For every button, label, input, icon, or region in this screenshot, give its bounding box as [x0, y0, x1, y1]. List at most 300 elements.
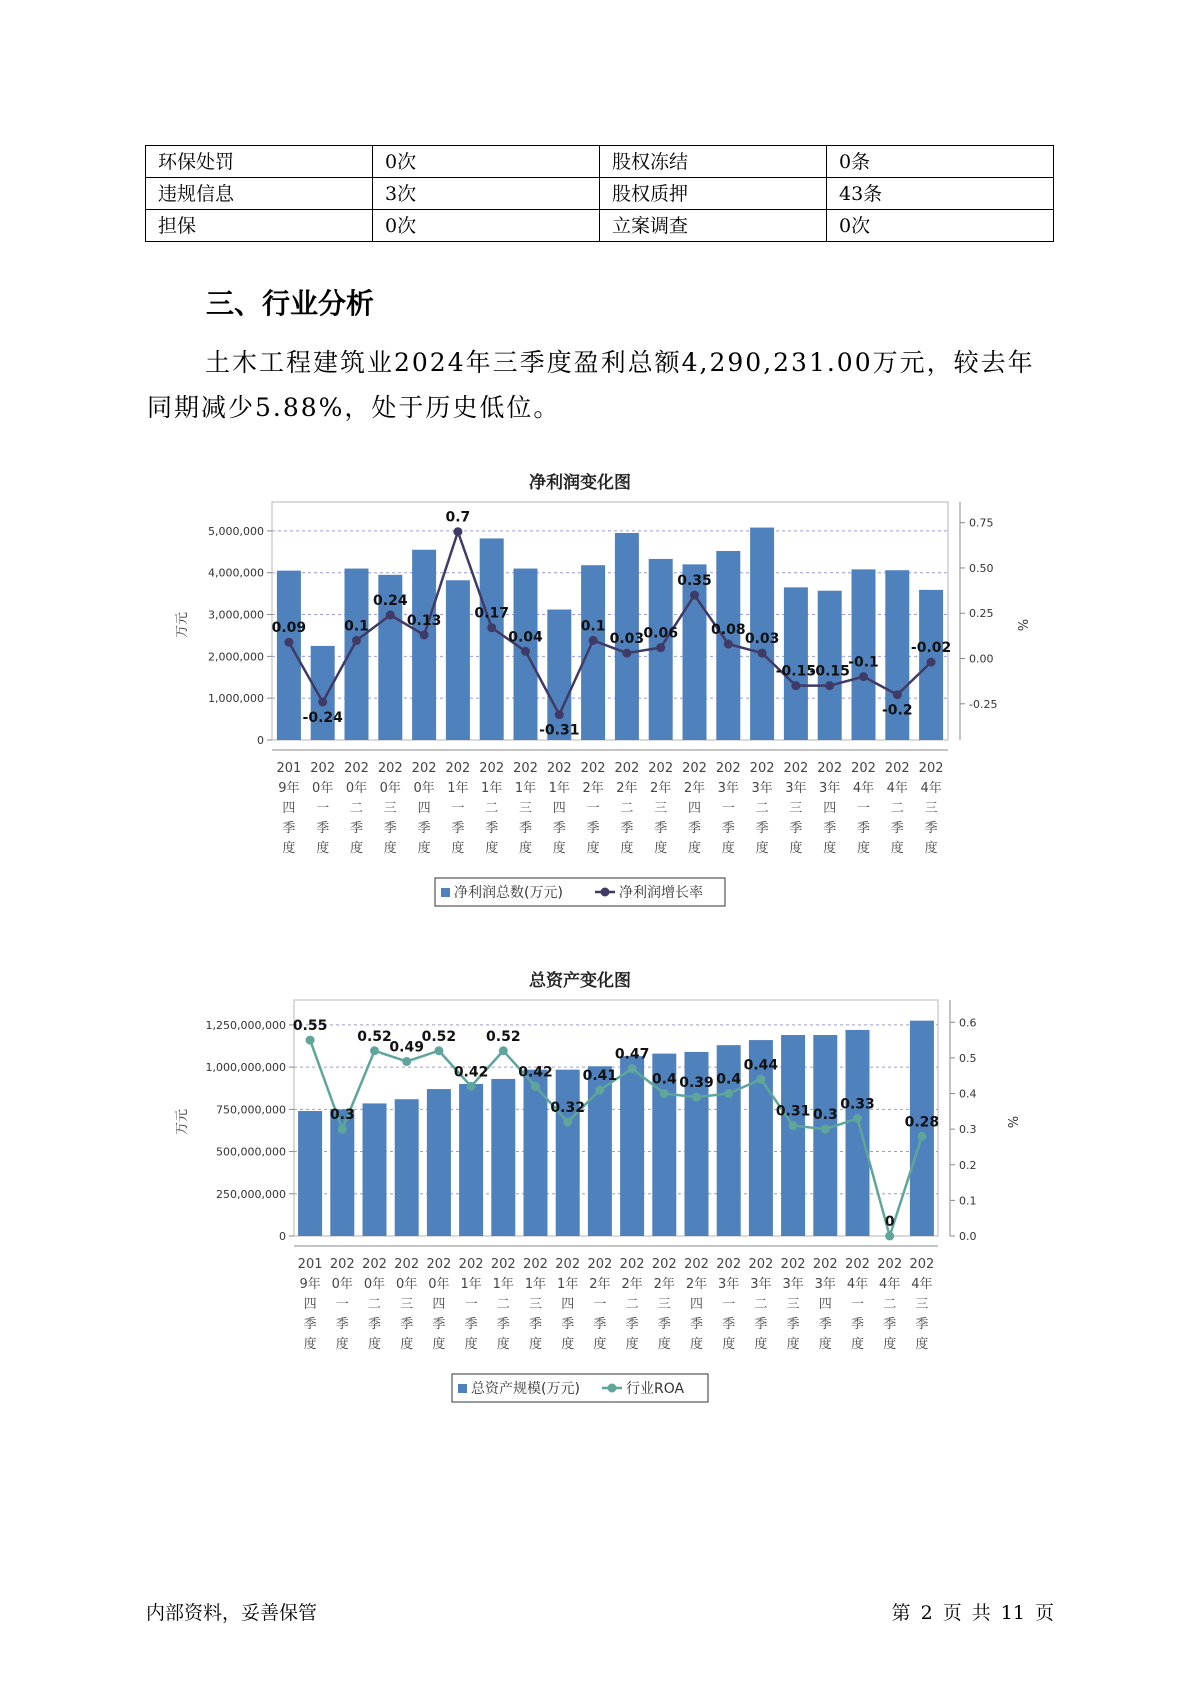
- x-tick-label: 季: [349, 821, 364, 836]
- bar: [446, 580, 470, 740]
- x-tick-label: 三: [518, 801, 533, 816]
- x-tick-label: 2年: [621, 1277, 643, 1292]
- x-tick-label: 度: [850, 1337, 865, 1352]
- x-tick-label: 度: [924, 841, 938, 856]
- x-tick-label: 季: [883, 1317, 897, 1332]
- analysis-paragraph: 土木工程建筑业2024年三季度盈利总额4,290,231.00万元，较去年同期减少5.88%，处于历史低位。: [147, 348, 1035, 422]
- data-label: 0.4: [651, 1071, 677, 1088]
- data-label: 0.39: [679, 1075, 714, 1092]
- data-label: 0.08: [711, 622, 746, 639]
- x-tick-label: 三: [915, 1297, 929, 1312]
- line-point: [885, 1232, 894, 1241]
- x-tick-label: 四: [417, 801, 431, 816]
- data-label: 0.32: [550, 1100, 585, 1116]
- x-tick-label: 202: [479, 761, 505, 776]
- net-profit-chart: [170, 460, 1029, 910]
- x-tick-label: 四: [282, 801, 296, 816]
- x-tick-label: 3年: [782, 1277, 804, 1292]
- x-tick-label: 2年: [685, 1277, 708, 1292]
- x-tick-label: 季: [722, 1317, 736, 1332]
- x-tick-label: 度: [561, 1337, 575, 1352]
- x-tick-label: 度: [335, 1337, 349, 1352]
- x-tick-label: 季: [552, 821, 566, 836]
- x-tick-label: 202: [523, 1257, 548, 1272]
- x-tick-label: 季: [924, 821, 938, 836]
- y-tick-label: 1,000,000,000: [205, 1061, 286, 1075]
- line-point: [386, 611, 395, 620]
- table-cell-value: 0条: [827, 146, 1054, 178]
- x-tick-label: 度: [689, 1337, 704, 1352]
- legend-line-marker: [608, 1384, 617, 1393]
- line-point: [420, 630, 429, 639]
- total-assets-chart: [170, 958, 1019, 1408]
- line-point: [893, 690, 902, 699]
- bar: [427, 1089, 451, 1236]
- y-axis-title: 万元: [175, 611, 190, 639]
- x-tick-label: 0年: [428, 1277, 450, 1292]
- x-tick-label: 3年: [718, 1277, 740, 1292]
- data-label: 0.04: [508, 629, 543, 646]
- x-tick-label: 1年: [524, 1277, 547, 1292]
- line-point: [555, 710, 564, 719]
- line-point: [318, 697, 327, 706]
- x-tick-label: 2年: [589, 1277, 611, 1292]
- x-tick-label: 2年: [653, 1277, 675, 1292]
- x-tick-label: 4年: [879, 1277, 901, 1292]
- x-tick-label: 度: [316, 841, 330, 856]
- plot-frame: [272, 502, 948, 740]
- x-tick-label: 2年: [683, 781, 706, 796]
- x-tick-label: 季: [856, 821, 871, 836]
- data-label: -0.02: [910, 640, 952, 657]
- x-tick-label: 202: [877, 1257, 903, 1272]
- data-label: 0.41: [582, 1067, 618, 1084]
- data-label: 0.06: [643, 625, 678, 642]
- y-tick-label: 3,000,000: [208, 608, 264, 622]
- x-tick-label: 季: [335, 1317, 349, 1332]
- y2-tick-label: 0.6: [959, 1016, 977, 1030]
- x-tick-label: 0年: [312, 781, 334, 796]
- net-profit-chart-svg: [170, 460, 1029, 910]
- x-tick-label: 二: [890, 801, 904, 816]
- x-tick-label: 3年: [785, 781, 807, 796]
- x-tick-label: 0年: [363, 1277, 386, 1292]
- x-tick-label: 202: [851, 761, 876, 776]
- bar: [412, 550, 436, 740]
- x-tick-label: 3年: [751, 781, 773, 796]
- y2-axis-title: %: [1004, 1115, 1019, 1129]
- x-tick-label: 201: [297, 1257, 323, 1272]
- x-tick-label: 度: [755, 841, 769, 856]
- y-tick-label: 5,000,000: [208, 524, 264, 538]
- x-tick-label: 四: [432, 1297, 446, 1312]
- x-tick-label: 9年: [278, 781, 300, 796]
- line-point: [821, 1125, 830, 1134]
- bar: [491, 1079, 515, 1236]
- x-tick-label: 一: [856, 801, 871, 816]
- x-tick-label: 1年: [447, 781, 469, 796]
- x-tick-label: 202: [555, 1257, 581, 1272]
- x-tick-label: 201: [276, 761, 302, 776]
- data-label: 0.44: [743, 1057, 779, 1074]
- x-tick-label: 四: [561, 1297, 575, 1312]
- line-point: [352, 636, 361, 645]
- table-cell-label: 股权冻结: [600, 146, 827, 178]
- x-tick-label: 二: [883, 1297, 897, 1312]
- x-tick-label: 季: [721, 821, 735, 836]
- x-tick-label: 202: [513, 761, 538, 776]
- x-tick-label: 季: [586, 821, 600, 836]
- x-tick-label: 一: [464, 1297, 478, 1312]
- data-label: 0.17: [474, 605, 509, 622]
- x-tick-label: 度: [754, 1337, 768, 1352]
- x-tick-label: 季: [620, 821, 634, 836]
- x-tick-label: 202: [780, 1257, 806, 1272]
- x-tick-label: 季: [316, 821, 330, 836]
- legend-bar-label: 总资产规模(万元): [471, 1381, 580, 1397]
- table-row: [146, 210, 1054, 242]
- data-label: 0.24: [373, 593, 408, 610]
- total-assets-chart-svg: [170, 958, 1019, 1408]
- x-tick-label: 季: [818, 1317, 832, 1332]
- x-tick-label: 二: [625, 1297, 639, 1312]
- x-tick-label: 度: [786, 1337, 800, 1352]
- table-cell-label: 股权质押: [600, 178, 827, 210]
- data-label: -0.15: [775, 663, 817, 680]
- legend-line-label: 净利润增长率: [619, 885, 703, 901]
- x-tick-label: 季: [755, 821, 769, 836]
- x-tick-label: 2年: [650, 781, 672, 796]
- x-tick-label: 度: [657, 1337, 671, 1352]
- y2-tick-label: 0.2: [959, 1158, 977, 1172]
- data-label: 0.55: [292, 1018, 328, 1035]
- x-tick-label: 度: [485, 841, 499, 856]
- data-label: 0.35: [677, 573, 712, 590]
- x-tick-label: 202: [377, 761, 403, 776]
- line-point: [756, 1075, 765, 1084]
- x-tick-label: 度: [451, 841, 465, 856]
- data-label: 0.1: [344, 618, 369, 635]
- x-tick-label: 季: [754, 1317, 768, 1332]
- line-point: [531, 1082, 540, 1091]
- bar: [480, 538, 504, 740]
- x-tick-label: 季: [451, 821, 465, 836]
- x-tick-label: 季: [464, 1317, 478, 1332]
- bar: [556, 1070, 580, 1236]
- x-tick-label: 1年: [481, 781, 503, 796]
- x-tick-label: 度: [915, 1337, 929, 1352]
- x-tick-label: 度: [620, 841, 634, 856]
- x-tick-label: 4年: [846, 1277, 869, 1292]
- x-tick-label: 三: [789, 801, 803, 816]
- line-point: [467, 1082, 476, 1091]
- line-point: [595, 1085, 604, 1094]
- table-cell-value: 0次: [373, 146, 600, 178]
- line-point: [692, 1093, 701, 1102]
- legend-line-marker: [601, 888, 610, 897]
- x-tick-label: 度: [722, 1337, 736, 1352]
- x-tick-label: 1年: [492, 1277, 514, 1292]
- line-point: [917, 1132, 926, 1141]
- x-tick-label: 一: [335, 1297, 349, 1312]
- x-tick-label: 度: [654, 841, 668, 856]
- line-point: [306, 1036, 315, 1045]
- x-tick-label: 季: [417, 821, 431, 836]
- x-tick-label: 4年: [920, 781, 942, 796]
- line-point: [690, 591, 699, 600]
- x-tick-label: 202: [344, 761, 369, 776]
- data-label: 0: [884, 1214, 895, 1230]
- y-tick-label: 1,000,000: [208, 692, 264, 706]
- x-tick-label: 2年: [582, 781, 604, 796]
- line-point: [434, 1046, 443, 1055]
- y-tick-label: 250,000,000: [216, 1187, 286, 1201]
- y-tick-label: 1,250,000,000: [205, 1018, 286, 1032]
- x-tick-label: 度: [367, 1337, 382, 1352]
- y2-axis-title: %: [1014, 618, 1029, 632]
- x-tick-label: 202: [845, 1257, 870, 1272]
- chart-title: 净利润变化图: [529, 473, 631, 493]
- x-tick-label: 202: [458, 1257, 484, 1272]
- line-point: [453, 527, 462, 536]
- data-label: 0.52: [486, 1028, 521, 1045]
- line-point: [622, 649, 631, 658]
- data-label: 0.13: [406, 612, 442, 629]
- x-tick-label: 202: [715, 761, 741, 776]
- line-point: [521, 647, 530, 656]
- y2-tick-label: 0.00: [969, 652, 994, 666]
- x-tick-label: 202: [587, 1257, 613, 1272]
- y-tick-label: 4,000,000: [208, 566, 264, 580]
- x-tick-label: 度: [417, 841, 431, 856]
- x-tick-label: 3年: [750, 1277, 772, 1292]
- y2-tick-label: 0.4: [959, 1087, 977, 1101]
- line-point: [589, 636, 598, 645]
- x-tick-label: 度: [282, 841, 296, 856]
- x-tick-label: 度: [464, 1337, 478, 1352]
- x-tick-label: 二: [754, 1297, 768, 1312]
- x-tick-label: 季: [383, 821, 397, 836]
- table-cell-label: 担保: [146, 210, 373, 242]
- bar: [395, 1099, 419, 1236]
- y2-tick-label: 0.1: [959, 1194, 977, 1208]
- x-tick-label: 一: [721, 801, 735, 816]
- x-tick-label: 度: [856, 841, 871, 856]
- x-tick-label: 1年: [548, 781, 570, 796]
- x-tick-label: 度: [883, 1337, 897, 1352]
- risk-info-table: [145, 145, 1054, 242]
- line-point: [859, 672, 868, 681]
- x-tick-label: 季: [915, 1317, 929, 1332]
- x-tick-label: 季: [282, 821, 296, 836]
- y-tick-label: 0: [279, 1230, 286, 1243]
- x-tick-label: 二: [367, 1297, 382, 1312]
- data-label: 0.33: [840, 1096, 875, 1113]
- x-tick-label: 202: [329, 1257, 355, 1272]
- data-label: 0.42: [518, 1064, 553, 1081]
- x-tick-label: 4年: [852, 781, 875, 796]
- x-tick-label: 季: [496, 1317, 510, 1332]
- data-label: -0.2: [881, 702, 913, 719]
- x-tick-label: 三: [383, 801, 397, 816]
- x-tick-label: 202: [445, 761, 471, 776]
- bar: [581, 565, 605, 740]
- line-point: [724, 1089, 733, 1098]
- x-tick-label: 三: [657, 1297, 671, 1312]
- x-tick-label: 202: [651, 1257, 677, 1272]
- table-row: [146, 146, 1054, 178]
- legend-bar-label: 净利润总数(万元): [454, 885, 563, 901]
- bar: [620, 1056, 644, 1236]
- data-label: 0.4: [716, 1071, 742, 1088]
- x-tick-label: 季: [689, 1317, 704, 1332]
- x-tick-label: 度: [496, 1337, 510, 1352]
- y2-tick-label: 0.3: [959, 1123, 977, 1137]
- x-tick-label: 三: [786, 1297, 800, 1312]
- y2-tick-label: 0.75: [969, 516, 994, 530]
- x-tick-label: 2年: [616, 781, 638, 796]
- data-label: 0.03: [609, 631, 645, 648]
- data-label: 0.28: [904, 1114, 940, 1131]
- x-tick-label: 1年: [460, 1277, 482, 1292]
- x-tick-label: 0年: [331, 1277, 353, 1292]
- x-tick-label: 4年: [911, 1277, 933, 1292]
- x-tick-label: 202: [580, 761, 606, 776]
- x-tick-label: 一: [850, 1297, 865, 1312]
- data-label: 0.3: [329, 1107, 355, 1124]
- x-tick-label: 季: [850, 1317, 865, 1332]
- data-label: 0.7: [445, 509, 471, 526]
- x-tick-label: 一: [722, 1297, 736, 1312]
- x-tick-label: 季: [367, 1317, 382, 1332]
- x-tick-label: 四: [303, 1297, 317, 1312]
- x-tick-label: 四: [818, 1297, 832, 1312]
- x-tick-label: 度: [593, 1337, 607, 1352]
- x-tick-label: 度: [518, 841, 533, 856]
- x-tick-label: 度: [303, 1337, 317, 1352]
- x-tick-label: 季: [654, 821, 668, 836]
- x-tick-label: 季: [786, 1317, 800, 1332]
- line-point: [724, 640, 733, 649]
- x-tick-label: 202: [918, 761, 944, 776]
- line-point: [402, 1057, 411, 1066]
- bar: [459, 1084, 483, 1236]
- x-tick-label: 度: [552, 841, 566, 856]
- x-tick-label: 一: [451, 801, 465, 816]
- line-point: [370, 1046, 379, 1055]
- table-cell-value: 43条: [827, 178, 1054, 210]
- x-tick-label: 季: [593, 1317, 607, 1332]
- x-tick-label: 三: [654, 801, 668, 816]
- x-tick-label: 3年: [814, 1277, 836, 1292]
- x-tick-label: 季: [657, 1317, 671, 1332]
- x-tick-label: 度: [687, 841, 702, 856]
- x-tick-label: 季: [890, 821, 904, 836]
- x-tick-label: 202: [817, 761, 843, 776]
- x-tick-label: 度: [432, 1337, 446, 1352]
- y-tick-label: 500,000,000: [216, 1145, 286, 1159]
- line-point: [927, 658, 936, 667]
- x-tick-label: 0年: [379, 781, 401, 796]
- x-tick-label: 度: [823, 841, 837, 856]
- table-cell-value: 0次: [373, 210, 600, 242]
- x-tick-label: 季: [561, 1317, 575, 1332]
- y2-tick-label: 0.5: [959, 1051, 977, 1065]
- bar: [298, 1111, 322, 1236]
- x-tick-label: 202: [749, 761, 775, 776]
- line-point: [789, 1121, 798, 1130]
- x-tick-label: 一: [586, 801, 600, 816]
- x-tick-label: 202: [783, 761, 809, 776]
- y2-tick-label: 0.0: [959, 1230, 977, 1243]
- line-point: [660, 1089, 669, 1098]
- table-cell-label: 环保处罚: [146, 146, 373, 178]
- x-tick-label: 0年: [396, 1277, 418, 1292]
- x-tick-label: 四: [687, 801, 702, 816]
- x-tick-label: 季: [823, 821, 837, 836]
- line-point: [487, 623, 496, 632]
- chart-title: 总资产变化图: [529, 971, 631, 991]
- x-tick-label: 一: [316, 801, 330, 816]
- x-tick-label: 度: [349, 841, 364, 856]
- data-label: -0.31: [539, 722, 580, 739]
- x-tick-label: 季: [789, 821, 803, 836]
- x-tick-label: 202: [310, 761, 336, 776]
- footer-confidential-note: 内部资料，妥善保管: [146, 1602, 318, 1624]
- x-tick-label: 三: [528, 1297, 543, 1312]
- data-label: 0.3: [812, 1107, 838, 1124]
- x-tick-label: 3年: [717, 781, 739, 796]
- x-tick-label: 季: [400, 1317, 414, 1332]
- x-tick-label: 四: [823, 801, 837, 816]
- table-cell-label: 违规信息: [146, 178, 373, 210]
- x-tick-label: 季: [303, 1317, 317, 1332]
- x-tick-label: 202: [748, 1257, 774, 1272]
- data-label: 0.03: [744, 631, 780, 648]
- x-tick-label: 202: [411, 761, 437, 776]
- line-point: [656, 643, 665, 652]
- x-tick-label: 度: [400, 1337, 414, 1352]
- x-tick-label: 202: [614, 761, 640, 776]
- x-tick-label: 202: [546, 761, 572, 776]
- x-tick-label: 4年: [886, 781, 908, 796]
- x-tick-label: 202: [426, 1257, 452, 1272]
- x-tick-label: 度: [890, 841, 904, 856]
- data-label: 0.52: [357, 1028, 392, 1045]
- data-label: -0.1: [848, 654, 879, 671]
- bar: [813, 1035, 837, 1236]
- x-tick-label: 度: [586, 841, 600, 856]
- table-cell-value: 0次: [827, 210, 1054, 242]
- x-tick-label: 202: [490, 1257, 516, 1272]
- y2-tick-label: 0.25: [969, 607, 994, 621]
- data-label: -0.24: [302, 709, 343, 726]
- line-point: [284, 638, 293, 647]
- x-tick-label: 202: [619, 1257, 645, 1272]
- table-row: [146, 178, 1054, 210]
- line-point: [758, 649, 767, 658]
- data-label: 0.49: [389, 1039, 424, 1056]
- x-tick-label: 二: [485, 801, 499, 816]
- x-tick-label: 202: [648, 761, 674, 776]
- x-tick-label: 202: [909, 1257, 935, 1272]
- line-point: [628, 1064, 637, 1073]
- x-tick-label: 0年: [345, 781, 368, 796]
- x-tick-label: 季: [528, 1317, 543, 1332]
- y-axis-title: 万元: [175, 1108, 190, 1136]
- y2-tick-label: 0.50: [969, 561, 994, 575]
- x-tick-label: 202: [884, 761, 910, 776]
